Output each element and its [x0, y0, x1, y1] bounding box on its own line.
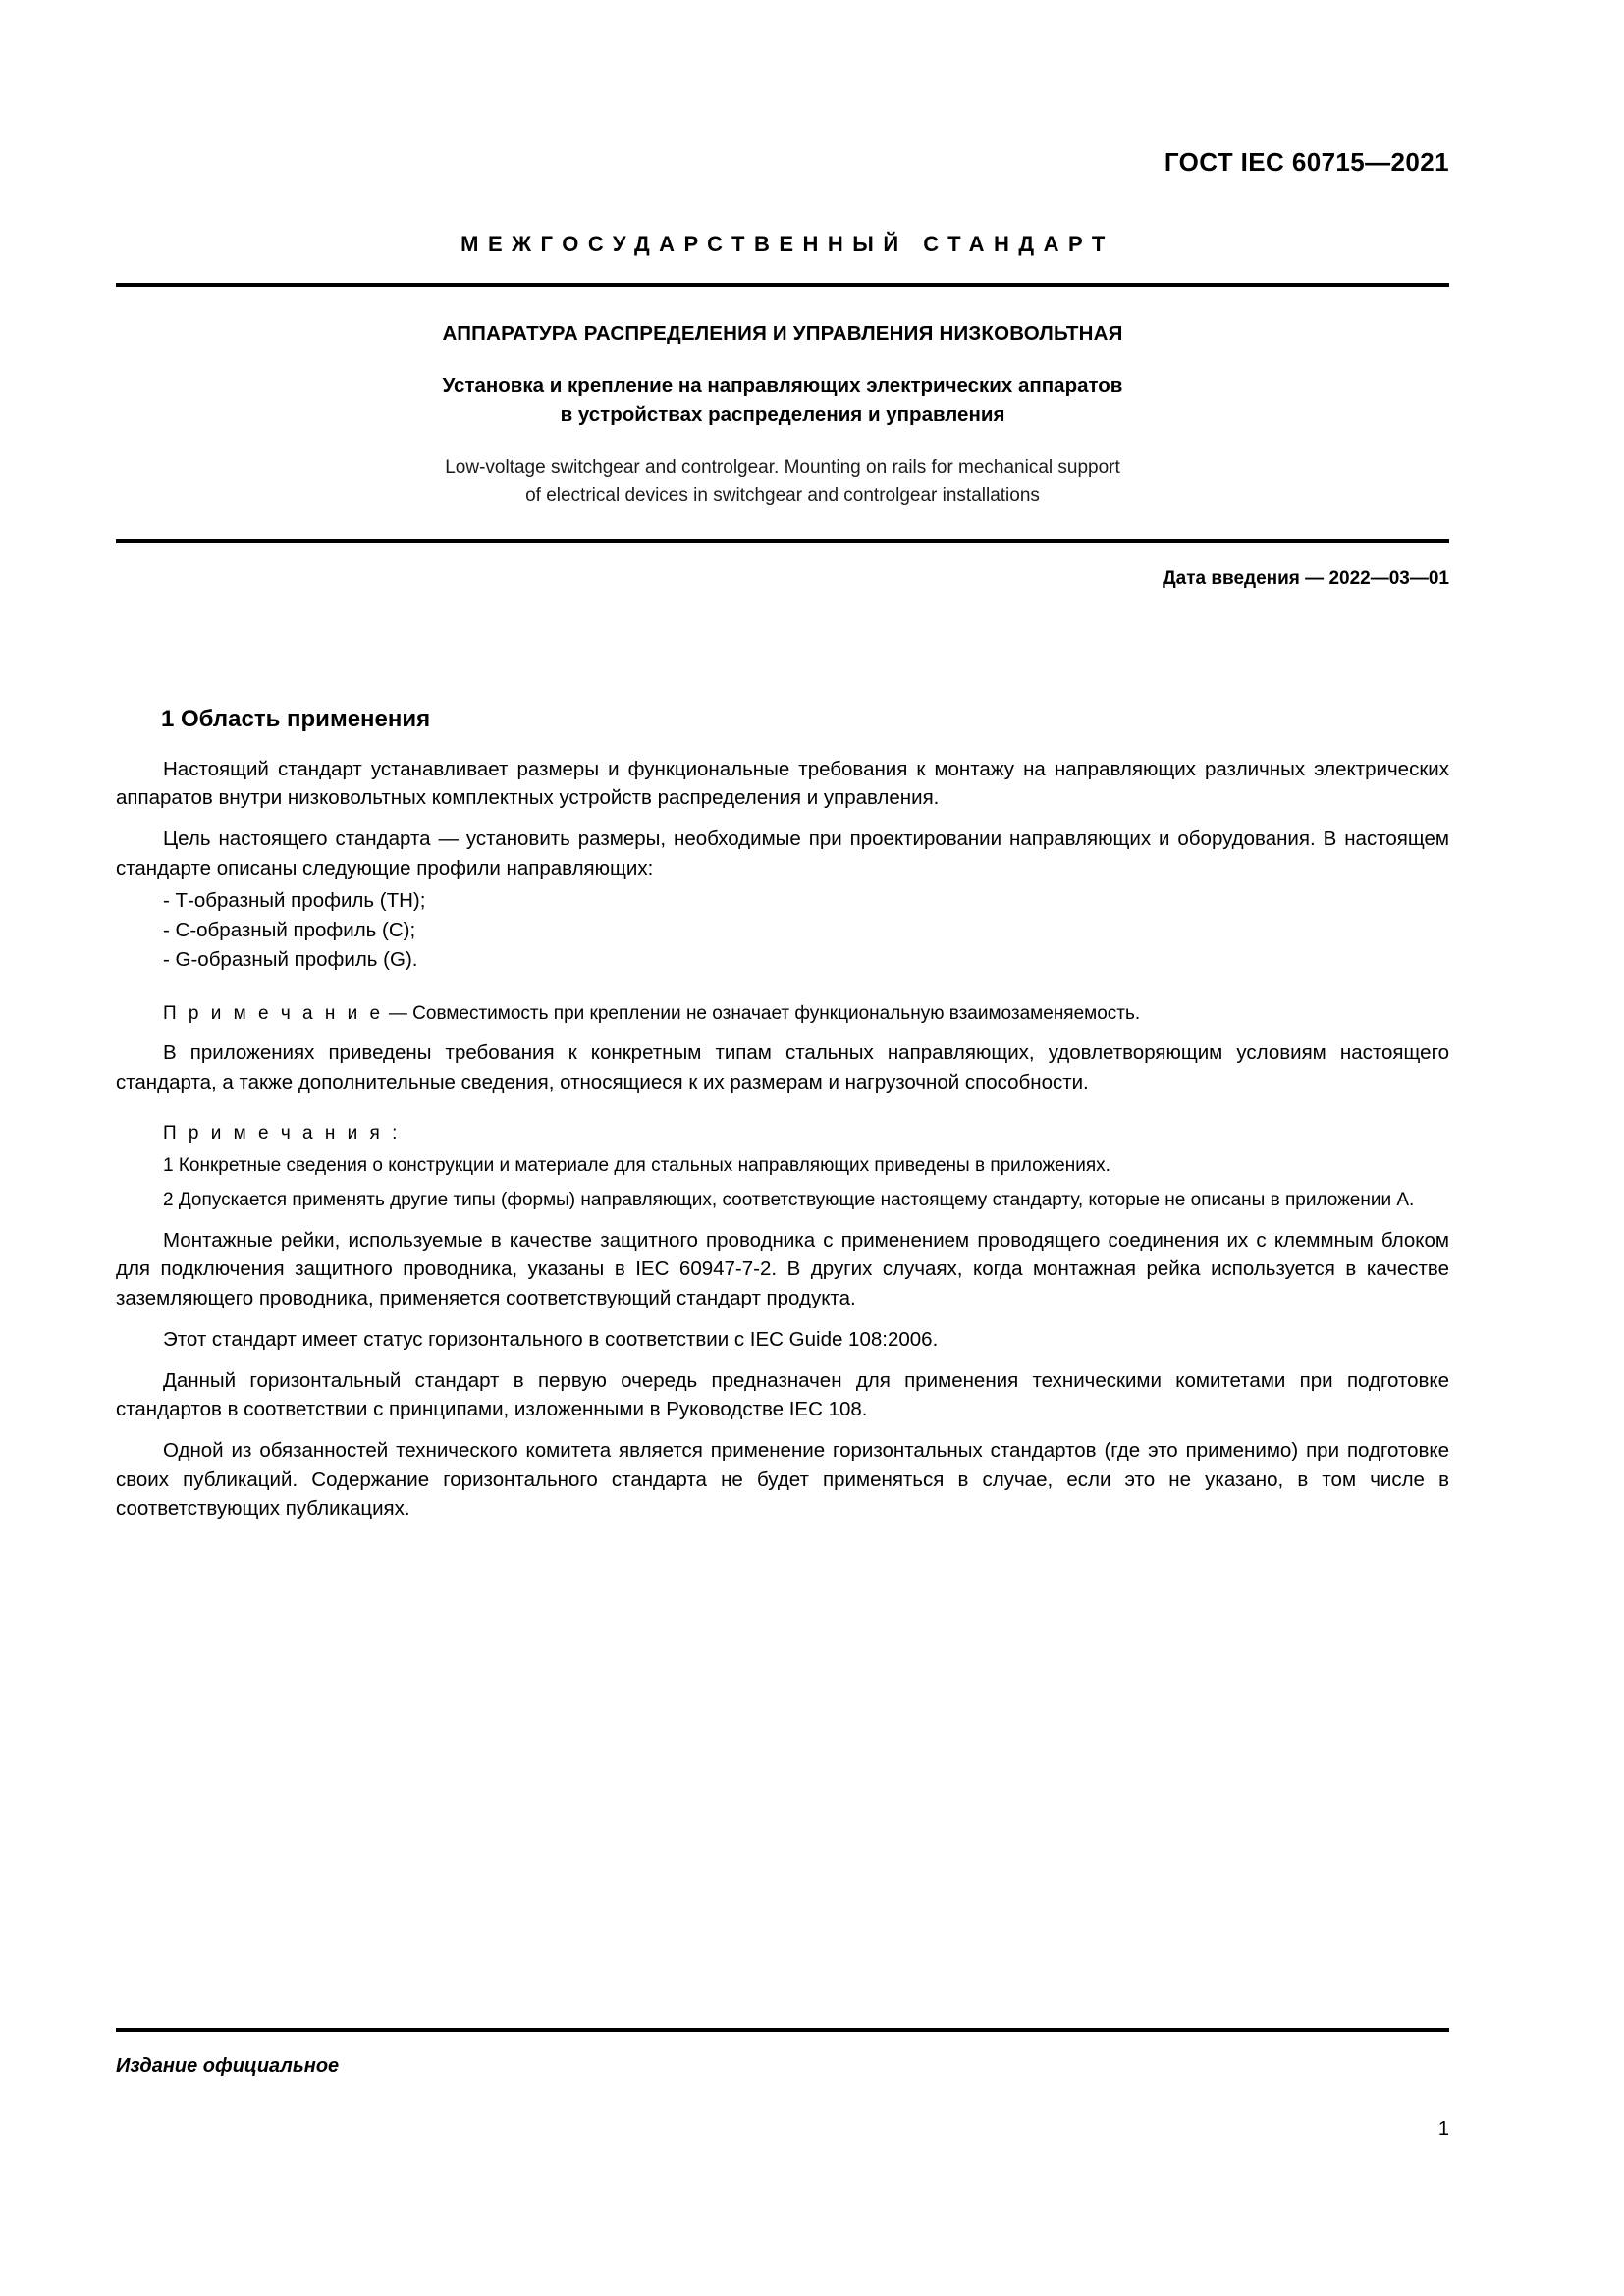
document-code: ГОСТ IEC 60715—2021: [1164, 147, 1449, 177]
list-item: - Т-образный профиль (TH);: [163, 889, 426, 913]
paragraph-scope-2: Цель настоящего стандарта — установить размеры, необходимые при проектировании направляющих и оборудования. В настоящем стандарте описаны следующие профили направляющих:: [116, 827, 1449, 880]
title-sub: [116, 371, 1449, 429]
paragraph-scope-6: Данный горизонтальный стандарт в первую очередь предназначен для применения техническими комитетами при подготовке стандартов в соответствии с принципами, изложенными в Руководстве IEC 108.: [116, 1368, 1449, 1421]
section-heading-1: 1 Область применения: [161, 705, 431, 732]
title-en-line1: Low-voltage switchgear and controlgear. Mounting on rails for mechanical support: [445, 457, 1120, 479]
paragraph-scope-4: Монтажные рейки, используемые в качестве защитного проводника с применением проводящего соединения их с клеммным блоком для подключения защитного проводника, указаны в IEC 60947-7-2. В других случаях, когда монтажная рейка используется в качестве заземляющего проводника, применяется соответствующий стандарт продукта.: [116, 1228, 1449, 1310]
page-number: 1: [1437, 2118, 1449, 2140]
footer-edition: Издание официальное: [116, 2056, 340, 2077]
introduction-date: Дата введения — 2022—03—01: [1163, 567, 1449, 589]
paragraph-scope-1: Настоящий стандарт устанавливает размеры и функциональные требования к монтажу на направляющих различных электрических аппаратов внутри низковольтных комплектных устройств распределения и управления.: [116, 757, 1449, 810]
note-item-1: 1 Конкретные сведения о конструкции и материале для стальных направляющих приведены в приложениях.: [163, 1154, 1110, 1176]
paragraph-scope-7: Одной из обязанностей технического комитета является применение горизонтальных стандартов (где это применимо) при подготовке своих публикаций. Содержание горизонтального стандарта не будет применяться в случае, если это не указано, в том числе в соответствующих публикациях.: [116, 1438, 1449, 1521]
profile-list: [116, 886, 1449, 974]
paragraph-scope-5: Этот стандарт имеет статус горизонтального в соответствии с IEC Guide 108:2006.: [163, 1327, 939, 1351]
divider-top: [116, 283, 1449, 287]
paragraph-scope-3: В приложениях приведены требования к конкретным типам стальных направляющих, удовлетворяющим условиям настоящего стандарта, а также дополнительные сведения, относящиеся к их размерам и нагрузочной способности.: [116, 1041, 1449, 1094]
title-main: АППАРАТУРА РАСПРЕДЕЛЕНИЯ И УПРАВЛЕНИЯ НИЗКОВОЛЬТНАЯ: [442, 322, 1123, 345]
title-english: [116, 454, 1449, 508]
list-item: - G-образный профиль (G).: [163, 947, 418, 971]
note-label: П р и м е ч а н и е: [163, 1002, 384, 1024]
footer-divider: [116, 2028, 1449, 2032]
title-sub-line2: в устройствах распределения и управления: [560, 402, 1005, 426]
note-text: — Совместимость при креплении не означает функциональную взаимозаменяемость.: [383, 1002, 1141, 1024]
page-content: [116, 0, 1449, 2296]
title-en-line2: of electrical devices in switchgear and controlgear installations: [525, 484, 1040, 506]
notes-heading: П р и м е ч а н и я :: [163, 1122, 401, 1144]
note-item-2: 2 Допускается применять другие типы (формы) направляющих, соответствующие настоящему стандарту, которые не описаны в приложении А.: [163, 1190, 1415, 1211]
title-block: [116, 322, 1449, 509]
note-single: [116, 1000, 1449, 1028]
title-sub-line1: Установка и крепление на направляющих электрических аппаратов: [442, 374, 1123, 397]
standard-word-heading: МЕЖГОСУДАРСТВЕННЫЙ СТАНДАРТ: [460, 232, 1114, 256]
divider-bottom-title: [116, 539, 1449, 543]
list-item: - С-образный профиль (C);: [163, 919, 416, 942]
